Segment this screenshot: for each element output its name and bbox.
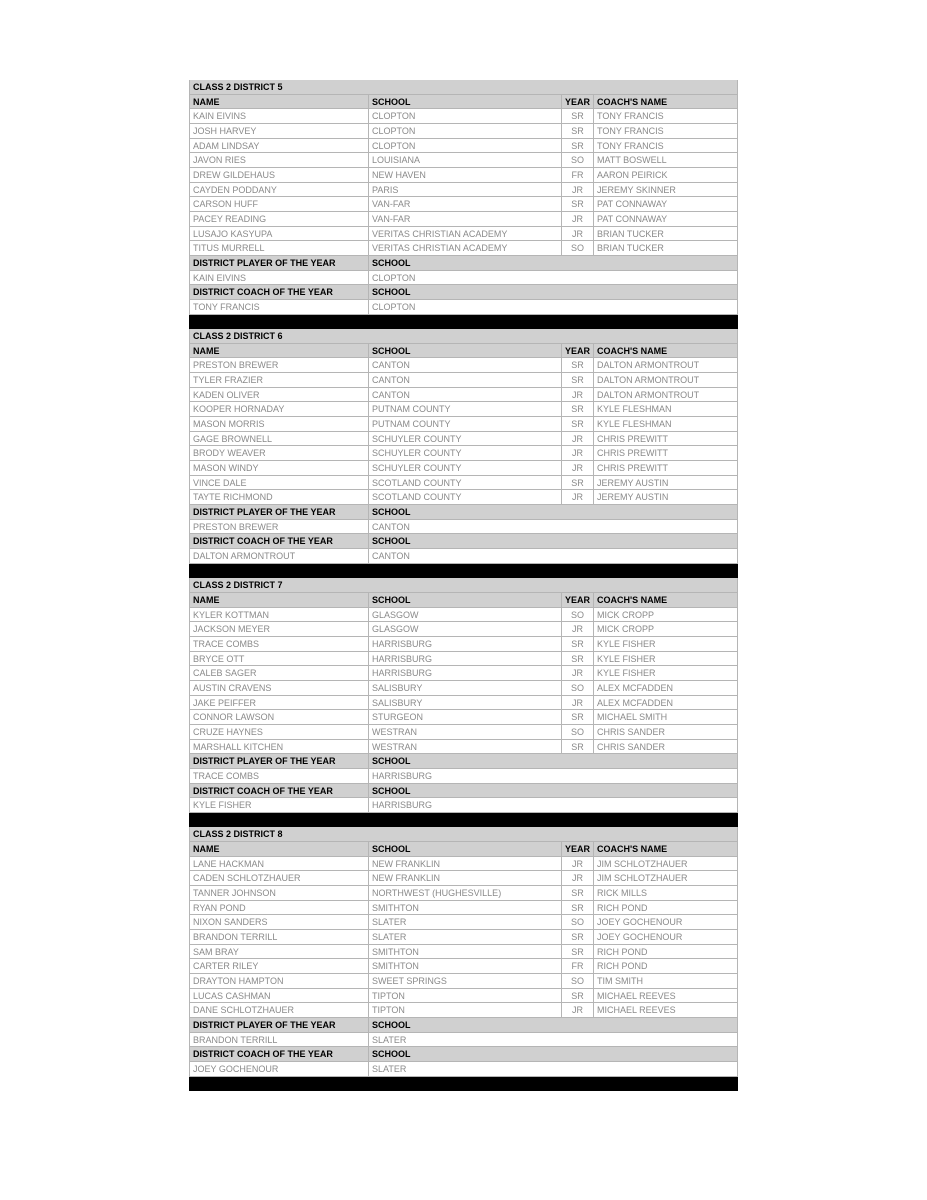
player-row — [190, 608, 737, 623]
player-of-year-row — [190, 1033, 737, 1048]
player-coach: DALTON ARMONTROUT — [597, 375, 700, 386]
player-coach: ALEX MCFADDEN — [597, 697, 674, 708]
player-coach: MICK CROPP — [597, 624, 655, 635]
coach-of-year-school: HARRISBURG — [372, 800, 433, 811]
district-title: CLASS 2 DISTRICT 5 — [190, 80, 737, 95]
header-coach: COACH'S NAME — [597, 96, 668, 107]
player-coach: ALEX MCFADDEN — [597, 682, 674, 693]
player-school: PUTNAM COUNTY — [369, 402, 562, 416]
player-of-year-name: PRESTON BREWER — [190, 520, 369, 534]
player-school: HARRISBURG — [369, 666, 562, 680]
header-name: NAME — [190, 95, 369, 109]
player-row — [190, 886, 737, 901]
player-school: GLASGOW — [369, 608, 562, 622]
player-school: NORTHWEST (HUGHESVILLE) — [369, 886, 562, 900]
district-title: CLASS 2 DISTRICT 8 — [190, 827, 737, 842]
player-of-year-label: DISTRICT PLAYER OF THE YEAR — [190, 754, 369, 768]
player-year: JR — [562, 666, 594, 680]
player-school: VERITAS CHRISTIAN ACADEMY — [369, 241, 562, 255]
player-name: PACEY READING — [190, 212, 369, 226]
player-of-year-name: BRANDON TERRILL — [190, 1033, 369, 1047]
player-name: TANNER JOHNSON — [190, 886, 369, 900]
header-year: YEAR — [562, 95, 594, 109]
player-coach: TIM SMITH — [597, 976, 643, 987]
district-section — [189, 578, 738, 813]
coach-of-year-name: TONY FRANCIS — [190, 300, 369, 314]
player-row — [190, 666, 737, 681]
player-of-year-header — [190, 256, 737, 271]
player-of-year-name: KAIN EIVINS — [190, 271, 369, 285]
player-coach: JOEY GOCHENOUR — [597, 917, 683, 928]
coach-of-year-row — [190, 549, 737, 564]
coach-of-year-name: KYLE FISHER — [190, 798, 369, 812]
player-name: BRANDON TERRILL — [190, 930, 369, 944]
player-coach: DALTON ARMONTROUT — [597, 389, 700, 400]
player-school: HARRISBURG — [369, 652, 562, 666]
player-of-year-school: HARRISBURG — [372, 770, 433, 781]
player-coach: CHRIS PREWITT — [597, 448, 668, 459]
player-name: ADAM LINDSAY — [190, 139, 369, 153]
player-row — [190, 461, 737, 476]
district-section — [189, 329, 738, 564]
player-year: SR — [562, 886, 594, 900]
player-row — [190, 212, 737, 227]
player-school: SMITHTON — [369, 945, 562, 959]
player-year: JR — [562, 446, 594, 460]
section-divider — [189, 1077, 738, 1092]
player-coach: JIM SCHLOTZHAUER — [597, 873, 688, 884]
player-row — [190, 915, 737, 930]
player-school: SALISBURY — [369, 696, 562, 710]
player-row — [190, 402, 737, 417]
coach-of-year-header — [190, 285, 737, 300]
coach-of-year-name: DALTON ARMONTROUT — [190, 549, 369, 563]
player-year: JR — [562, 432, 594, 446]
district-title: CLASS 2 DISTRICT 6 — [190, 329, 737, 344]
player-of-year-school-label: SCHOOL — [372, 257, 411, 268]
player-year: JR — [562, 857, 594, 871]
header-school: SCHOOL — [369, 842, 562, 856]
coach-of-year-row — [190, 1062, 737, 1077]
player-year: SR — [562, 197, 594, 211]
player-of-year-school-label: SCHOOL — [372, 1020, 411, 1030]
player-year: SR — [562, 945, 594, 959]
player-row — [190, 989, 737, 1004]
coach-of-year-label: DISTRICT COACH OF THE YEAR — [190, 534, 369, 548]
player-name: CAYDEN PODDANY — [190, 183, 369, 197]
player-year: SR — [562, 417, 594, 431]
player-coach: KYLE FISHER — [597, 668, 656, 679]
header-name: NAME — [190, 842, 369, 856]
player-of-year-name: TRACE COMBS — [190, 769, 369, 783]
player-coach: JOEY GOCHENOUR — [597, 932, 683, 943]
player-school: SCOTLAND COUNTY — [369, 490, 562, 504]
coach-of-year-row — [190, 300, 737, 315]
coach-of-year-header — [190, 784, 737, 799]
coach-of-year-school-label: SCHOOL — [372, 287, 411, 298]
player-row — [190, 652, 737, 667]
player-school: HARRISBURG — [369, 637, 562, 651]
player-row — [190, 710, 737, 725]
player-row — [190, 725, 737, 740]
player-school: NEW FRANKLIN — [369, 871, 562, 885]
player-name: BRYCE OTT — [190, 652, 369, 666]
player-row — [190, 622, 737, 637]
player-school: SMITHTON — [369, 959, 562, 973]
player-row — [190, 871, 737, 886]
player-year: JR — [562, 871, 594, 885]
player-coach: CHRIS PREWITT — [597, 463, 668, 474]
player-coach: TONY FRANCIS — [597, 140, 664, 151]
player-year: SO — [562, 725, 594, 739]
player-school: PARIS — [369, 183, 562, 197]
player-year: JR — [562, 212, 594, 226]
player-coach: JEREMY AUSTIN — [597, 477, 669, 488]
player-coach: CHRIS SANDER — [597, 741, 666, 752]
player-year: SR — [562, 476, 594, 490]
player-coach: MICHAEL REEVES — [597, 990, 676, 1001]
player-name: CONNOR LAWSON — [190, 710, 369, 724]
player-of-year-header — [190, 1018, 737, 1033]
player-name: LUSAJO KASYUPA — [190, 227, 369, 241]
player-coach: BRIAN TUCKER — [597, 243, 664, 254]
player-name: TYLER FRAZIER — [190, 373, 369, 387]
player-name: JOSH HARVEY — [190, 124, 369, 138]
player-year: JR — [562, 461, 594, 475]
player-of-year-row — [190, 520, 737, 535]
player-name: DREW GILDEHAUS — [190, 168, 369, 182]
player-name: CARTER RILEY — [190, 959, 369, 973]
player-year: SR — [562, 710, 594, 724]
player-name: TITUS MURRELL — [190, 241, 369, 255]
player-coach: TONY FRANCIS — [597, 125, 664, 136]
player-year: JR — [562, 696, 594, 710]
player-of-year-label: DISTRICT PLAYER OF THE YEAR — [190, 505, 369, 519]
player-school: TIPTON — [369, 989, 562, 1003]
player-name: KADEN OLIVER — [190, 388, 369, 402]
player-year: JR — [562, 622, 594, 636]
player-school: SCHUYLER COUNTY — [369, 432, 562, 446]
player-year: SR — [562, 989, 594, 1003]
player-coach: CHRIS PREWITT — [597, 433, 668, 444]
player-of-year-row — [190, 769, 737, 784]
player-row — [190, 476, 737, 491]
column-header-row — [190, 593, 737, 608]
player-school: VERITAS CHRISTIAN ACADEMY — [369, 227, 562, 241]
player-coach: RICK MILLS — [597, 888, 648, 899]
player-year: SR — [562, 930, 594, 944]
player-year: SR — [562, 402, 594, 416]
header-school: SCHOOL — [369, 344, 562, 358]
player-of-year-school-label: SCHOOL — [372, 507, 411, 518]
player-row — [190, 1003, 737, 1018]
player-of-year-school: CANTON — [372, 521, 410, 532]
player-school: NEW HAVEN — [369, 168, 562, 182]
player-name: LUCAS CASHMAN — [190, 989, 369, 1003]
player-row — [190, 183, 737, 198]
player-row — [190, 930, 737, 945]
coach-of-year-name: JOEY GOCHENOUR — [190, 1062, 369, 1076]
player-row — [190, 974, 737, 989]
player-name: KOOPER HORNADAY — [190, 402, 369, 416]
player-year: SR — [562, 637, 594, 651]
player-coach: KYLE FISHER — [597, 638, 656, 649]
player-name: MASON MORRIS — [190, 417, 369, 431]
player-row — [190, 153, 737, 168]
player-year: SO — [562, 241, 594, 255]
player-row — [190, 945, 737, 960]
player-of-year-row — [190, 271, 737, 286]
player-coach: TONY FRANCIS — [597, 111, 664, 122]
header-school: SCHOOL — [369, 95, 562, 109]
player-year: SR — [562, 139, 594, 153]
player-year: JR — [562, 388, 594, 402]
player-school: CANTON — [369, 388, 562, 402]
player-row — [190, 637, 737, 652]
player-name: RYAN POND — [190, 901, 369, 915]
player-coach: JEREMY SKINNER — [597, 184, 676, 195]
player-of-year-school-label: SCHOOL — [372, 756, 411, 767]
player-year: SR — [562, 740, 594, 754]
player-year: JR — [562, 227, 594, 241]
player-school: SALISBURY — [369, 681, 562, 695]
player-row — [190, 109, 737, 124]
player-coach: BRIAN TUCKER — [597, 228, 664, 239]
player-coach: KYLE FISHER — [597, 653, 656, 664]
coach-of-year-school: CANTON — [372, 551, 410, 561]
player-school: CLOPTON — [369, 109, 562, 123]
section-divider — [189, 813, 738, 828]
player-name: KAIN EIVINS — [190, 109, 369, 123]
player-row — [190, 432, 737, 447]
player-coach: AARON PEIRICK — [597, 169, 668, 180]
player-of-year-school: SLATER — [372, 1034, 407, 1045]
player-name: NIXON SANDERS — [190, 915, 369, 929]
player-row — [190, 417, 737, 432]
player-row — [190, 241, 737, 256]
player-name: JAVON RIES — [190, 153, 369, 167]
district-section — [189, 80, 738, 315]
player-name: CRUZE HAYNES — [190, 725, 369, 739]
player-name: MASON WINDY — [190, 461, 369, 475]
player-row — [190, 388, 737, 403]
player-coach: MATT BOSWELL — [597, 155, 667, 166]
player-row — [190, 373, 737, 388]
player-school: VAN-FAR — [369, 197, 562, 211]
player-of-year-label: DISTRICT PLAYER OF THE YEAR — [190, 256, 369, 270]
player-name: TAYTE RICHMOND — [190, 490, 369, 504]
player-name: VINCE DALE — [190, 476, 369, 490]
player-row — [190, 959, 737, 974]
coach-of-year-school-label: SCHOOL — [372, 1049, 411, 1060]
player-name: DRAYTON HAMPTON — [190, 974, 369, 988]
player-name: JAKE PEIFFER — [190, 696, 369, 710]
player-school: LOUISIANA — [369, 153, 562, 167]
player-coach: JEREMY AUSTIN — [597, 492, 669, 503]
player-coach: KYLE FLESHMAN — [597, 404, 672, 415]
player-school: CANTON — [369, 358, 562, 372]
header-coach: COACH'S NAME — [597, 594, 668, 605]
player-year: JR — [562, 490, 594, 504]
player-school: WESTRAN — [369, 740, 562, 754]
player-school: WESTRAN — [369, 725, 562, 739]
player-name: DANE SCHLOTZHAUER — [190, 1003, 369, 1017]
player-name: KYLER KOTTMAN — [190, 608, 369, 622]
all-district-sheet — [189, 80, 738, 1091]
player-coach: RICH POND — [597, 946, 648, 957]
player-year: SO — [562, 153, 594, 167]
coach-of-year-label: DISTRICT COACH OF THE YEAR — [190, 784, 369, 798]
player-school: SLATER — [369, 915, 562, 929]
player-school: NEW FRANKLIN — [369, 857, 562, 871]
player-coach: RICH POND — [597, 902, 648, 913]
player-row — [190, 124, 737, 139]
player-year: SO — [562, 974, 594, 988]
player-coach: JIM SCHLOTZHAUER — [597, 858, 688, 869]
player-coach: CHRIS SANDER — [597, 726, 666, 737]
player-coach: PAT CONNAWAY — [597, 199, 668, 210]
player-name: PRESTON BREWER — [190, 358, 369, 372]
player-school: CLOPTON — [369, 124, 562, 138]
player-row — [190, 740, 737, 755]
player-year: JR — [562, 183, 594, 197]
player-year: SO — [562, 608, 594, 622]
player-row — [190, 139, 737, 154]
coach-of-year-school: CLOPTON — [372, 301, 416, 312]
header-year: YEAR — [562, 344, 594, 358]
player-coach: MICHAEL SMITH — [597, 712, 668, 723]
player-row — [190, 681, 737, 696]
player-year: JR — [562, 1003, 594, 1017]
player-name: AUSTIN CRAVENS — [190, 681, 369, 695]
player-of-year-label: DISTRICT PLAYER OF THE YEAR — [190, 1018, 369, 1032]
player-coach: MICHAEL REEVES — [597, 1005, 676, 1016]
player-school: SCHUYLER COUNTY — [369, 461, 562, 475]
player-year: SR — [562, 109, 594, 123]
section-divider — [189, 315, 738, 330]
coach-of-year-school-label: SCHOOL — [372, 536, 411, 547]
player-year: SO — [562, 681, 594, 695]
player-school: SCHUYLER COUNTY — [369, 446, 562, 460]
coach-of-year-header — [190, 534, 737, 549]
player-school: PUTNAM COUNTY — [369, 417, 562, 431]
player-name: BRODY WEAVER — [190, 446, 369, 460]
player-row — [190, 446, 737, 461]
header-year: YEAR — [562, 842, 594, 856]
header-coach: COACH'S NAME — [597, 345, 668, 356]
column-header-row — [190, 344, 737, 359]
player-year: SR — [562, 124, 594, 138]
player-school: SCOTLAND COUNTY — [369, 476, 562, 490]
player-of-year-header — [190, 505, 737, 520]
coach-of-year-label: DISTRICT COACH OF THE YEAR — [190, 285, 369, 299]
player-of-year-school: CLOPTON — [372, 272, 416, 283]
district-title: CLASS 2 DISTRICT 7 — [190, 578, 737, 593]
player-name: CADEN SCHLOTZHAUER — [190, 871, 369, 885]
header-name: NAME — [190, 593, 369, 607]
player-row — [190, 197, 737, 212]
player-row — [190, 696, 737, 711]
player-year: SO — [562, 915, 594, 929]
coach-of-year-school-label: SCHOOL — [372, 785, 411, 796]
player-name: JACKSON MEYER — [190, 622, 369, 636]
coach-of-year-header — [190, 1047, 737, 1062]
player-row — [190, 358, 737, 373]
player-school: SWEET SPRINGS — [369, 974, 562, 988]
player-school: CLOPTON — [369, 139, 562, 153]
player-coach: KYLE FLESHMAN — [597, 419, 672, 430]
player-name: SAM BRAY — [190, 945, 369, 959]
player-row — [190, 227, 737, 242]
header-coach: COACH'S NAME — [597, 844, 668, 855]
player-year: SR — [562, 901, 594, 915]
player-coach: DALTON ARMONTROUT — [597, 360, 700, 371]
player-row — [190, 168, 737, 183]
player-name: TRACE COMBS — [190, 637, 369, 651]
player-row — [190, 901, 737, 916]
header-name: NAME — [190, 344, 369, 358]
player-school: STURGEON — [369, 710, 562, 724]
district-section — [189, 827, 738, 1076]
coach-of-year-row — [190, 798, 737, 813]
column-header-row — [190, 842, 737, 857]
player-year: SR — [562, 373, 594, 387]
player-year: FR — [562, 168, 594, 182]
player-school: VAN-FAR — [369, 212, 562, 226]
player-name: CARSON HUFF — [190, 197, 369, 211]
player-coach: RICH POND — [597, 961, 648, 972]
player-year: SR — [562, 358, 594, 372]
player-school: GLASGOW — [369, 622, 562, 636]
player-school: SMITHTON — [369, 901, 562, 915]
column-header-row — [190, 95, 737, 110]
section-divider — [189, 564, 738, 579]
player-of-year-header — [190, 754, 737, 769]
player-school: SLATER — [369, 930, 562, 944]
player-year: FR — [562, 959, 594, 973]
player-coach: MICK CROPP — [597, 609, 655, 620]
header-year: YEAR — [562, 593, 594, 607]
player-row — [190, 490, 737, 505]
player-name: MARSHALL KITCHEN — [190, 740, 369, 754]
player-school: CANTON — [369, 373, 562, 387]
player-name: GAGE BROWNELL — [190, 432, 369, 446]
player-year: SR — [562, 652, 594, 666]
player-row — [190, 857, 737, 872]
player-coach: PAT CONNAWAY — [597, 213, 668, 224]
coach-of-year-label: DISTRICT COACH OF THE YEAR — [190, 1047, 369, 1061]
header-school: SCHOOL — [369, 593, 562, 607]
coach-of-year-school: SLATER — [372, 1063, 407, 1074]
player-name: CALEB SAGER — [190, 666, 369, 680]
player-school: TIPTON — [369, 1003, 562, 1017]
player-name: LANE HACKMAN — [190, 857, 369, 871]
